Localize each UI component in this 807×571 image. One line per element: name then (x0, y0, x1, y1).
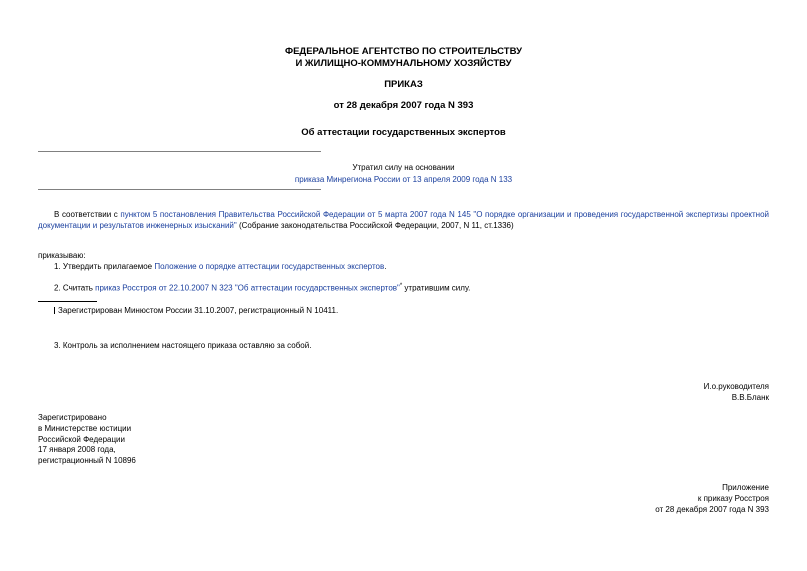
order-item-1-suffix: . (384, 262, 387, 271)
lost-force-note: Утратил силу на основании (352, 163, 455, 172)
footnote-marker: * (399, 283, 403, 289)
registration-line-1: Зарегистрировано (38, 413, 107, 422)
basis-order-link[interactable]: приказа Минрегиона России от 13 апреля 2009 года N 133 (294, 175, 513, 184)
document-type: ПРИКАЗ (384, 79, 423, 90)
footnote-text: Зарегистрирован Минюстом России 31.10.2007, регистрационный N 10411. (58, 306, 339, 315)
order-item-2 (54, 282, 470, 294)
signatory-name: В.В.Бланк (731, 393, 769, 402)
signatory-position: И.о.руководителя (703, 382, 769, 391)
preamble-intro: В соответствии с (54, 210, 121, 219)
order-item-3: 3. Контроль за исполнением настоящего приказа оставляю за собой. (54, 341, 312, 350)
order-item-1-prefix: 1. Утвердить прилагаемое (54, 262, 155, 271)
order-item-2-suffix: утратившим силу. (402, 283, 471, 293)
registration-line-4: 17 января 2008 года, (38, 445, 116, 455)
status-top-rule (38, 151, 321, 152)
appendix-block (655, 483, 769, 515)
footnote (54, 306, 338, 317)
status-bottom-rule (38, 189, 321, 190)
registration-line-5: регистрационный N 10896 (38, 456, 136, 466)
appendix-line-1: Приложение (722, 483, 769, 492)
preamble-source: (Собрание законодательства Российской Федерации, 2007, N 11, ст.1336) (236, 220, 514, 230)
document-title: Об аттестации государственных экспертов (301, 127, 506, 138)
appendix-line-3: от 28 декабря 2007 года N 393 (655, 504, 769, 514)
agency-name-line1: ФЕДЕРАЛЬНОЕ АГЕНТСТВО ПО СТРОИТЕЛЬСТВУ (284, 46, 523, 57)
registration-line-2: в Министерстве юстиции (38, 423, 132, 433)
footnote-rule (38, 301, 97, 302)
registration-block (38, 413, 136, 467)
preamble-paragraph (38, 210, 769, 232)
order-item-2-prefix: 2. Считать (54, 283, 96, 293)
government-decree-link[interactable]: пунктом 5 постановления Правительства Российской Федерации от 5 марта 2007 года N 145 "О порядке организации и проведения государственной экспертизы проектной документации и результатов инженерных изысканий" (38, 210, 770, 230)
appendix-line-2: к приказу Росстроя (697, 493, 769, 503)
footnote-bar (54, 307, 55, 314)
document-date: от 28 декабря 2007 года N 393 (333, 100, 474, 111)
order-item-1 (54, 262, 386, 273)
registration-line-3: Российской Федерации (38, 434, 125, 444)
order-word: приказываю: (38, 251, 86, 260)
rosstroy-order-link[interactable]: приказ Росстроя от 22.10.2007 N 323 "Об аттестации государственных экспертов" (95, 283, 400, 293)
agency-name-line2: И ЖИЛИЩНО-КОММУНАЛЬНОМУ ХОЗЯЙСТВУ (295, 58, 512, 69)
regulation-link[interactable]: Положение о порядке аттестации государственных экспертов (154, 262, 385, 271)
